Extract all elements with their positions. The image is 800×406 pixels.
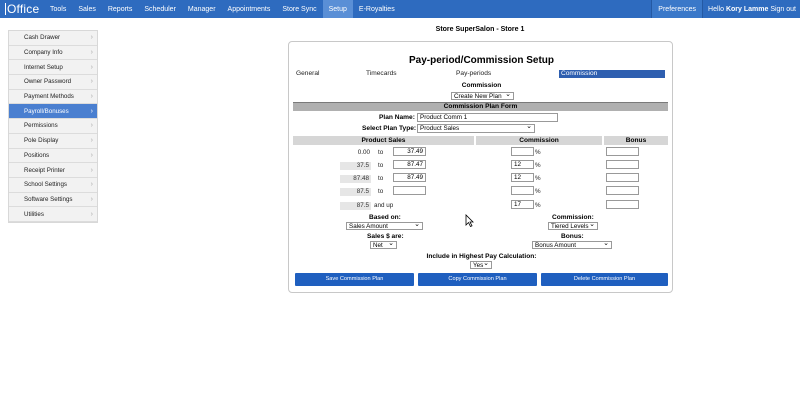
chevron-right-icon: ›	[90, 107, 93, 115]
tier-to-label: to	[378, 188, 384, 195]
tier-to-label: to	[378, 162, 384, 169]
sidebar-item-payment-methods[interactable]	[9, 90, 97, 105]
sidebar-item-label: Company Info	[24, 49, 63, 57]
sales-are-select[interactable]: Net ⌄	[370, 241, 397, 249]
app-logo[interactable]	[0, 0, 44, 18]
tier-to-input[interactable]	[393, 186, 426, 195]
sidebar-item-label: Receipt Printer	[24, 166, 65, 174]
sidebar-item-label: Pole Display	[24, 137, 59, 145]
sidebar-item-label: Positions	[24, 151, 50, 159]
chevron-right-icon: ›	[90, 122, 93, 130]
sidebar-item-payroll-bonuses[interactable]	[9, 104, 97, 119]
save-commission-plan-button[interactable]: Save Commission Plan	[295, 273, 414, 286]
tier-to-label: to	[378, 175, 384, 182]
highest-pay-select[interactable]: Yes ⌄	[470, 261, 492, 269]
plan-select[interactable]: Create New Plan ⌄	[451, 92, 514, 100]
tier-to-input[interactable]: 87.49	[393, 173, 426, 182]
mouse-cursor-icon	[465, 214, 474, 229]
sidebar-item-utilities[interactable]	[9, 207, 97, 222]
tier-bonus-input[interactable]	[606, 200, 639, 209]
tier-from: 87.48	[340, 175, 371, 183]
commission-type-label: Commission:	[552, 214, 594, 221]
store-title: Store SuperSalon - Store 1	[435, 26, 525, 33]
sidebar-item-label: Utilities	[24, 210, 44, 218]
nav-appointments[interactable]: Appointments	[227, 5, 271, 13]
tier-pct: %	[535, 202, 541, 209]
tier-commission-input[interactable]: 12	[511, 173, 534, 182]
tier-bonus-input[interactable]	[606, 173, 639, 182]
tier-bonus-input[interactable]	[606, 186, 639, 195]
chevron-right-icon: ›	[90, 78, 93, 86]
sidebar-item-label: Software Settings	[24, 195, 73, 203]
app-logo-text: Office	[7, 2, 40, 16]
hello-prefix: Hello	[708, 5, 724, 13]
commission-section-label: Commission	[461, 82, 502, 89]
tier-bonus-input[interactable]	[606, 147, 639, 156]
chevron-right-icon: ›	[90, 151, 93, 159]
header-commission: Commission	[476, 136, 602, 145]
nav-spacer	[401, 0, 652, 18]
nav-sales[interactable]: Sales	[78, 5, 96, 13]
chevron-right-icon: ›	[90, 93, 93, 101]
tier-pct: %	[535, 188, 541, 195]
based-on-select[interactable]: Sales Amount ⌄	[346, 222, 423, 230]
tier-to-input[interactable]: 37.49	[393, 147, 426, 156]
nav-right	[651, 0, 800, 18]
tier-pct: %	[535, 175, 541, 182]
chevron-right-icon: ›	[90, 63, 93, 71]
tier-from: 87.5	[340, 202, 371, 210]
panel-title: Pay-period/Commission Setup	[408, 55, 555, 66]
tier-commission-input[interactable]: 12	[511, 160, 534, 169]
tab-timecards[interactable]: Timecards	[366, 70, 397, 77]
tab-commission[interactable]: Commission	[559, 70, 665, 78]
tier-from: 87.5	[340, 188, 371, 196]
tier-to-input[interactable]: 87.47	[393, 160, 426, 169]
nav-reports[interactable]: Reports	[107, 5, 133, 13]
header-product-sales: Product Sales	[293, 136, 474, 145]
sidebar-item-software-settings[interactable]	[9, 193, 97, 208]
tab-pay-periods[interactable]: Pay-periods	[456, 70, 492, 77]
sidebar-item-label: School Settings	[24, 181, 67, 189]
tier-commission-input[interactable]	[511, 147, 534, 156]
highest-pay-label: Include in Highest Pay Calculation:	[426, 253, 537, 260]
plan-type-select[interactable]: Product Sales ⌄	[417, 124, 535, 133]
tab-general[interactable]: General	[296, 70, 320, 77]
commission-setup-panel	[288, 41, 673, 293]
nav-manager[interactable]: Manager	[187, 5, 216, 13]
plan-type-label: Select Plan Type:	[362, 125, 417, 132]
user-name: Kory Lamme	[725, 5, 769, 13]
sign-out-link[interactable]: Sign out	[770, 5, 796, 13]
tier-pct: %	[535, 149, 541, 156]
sidebar-item-label: Cash Drawer	[24, 34, 61, 42]
sidebar-item-receipt-printer[interactable]	[9, 163, 97, 178]
copy-commission-plan-button[interactable]: Copy Commission Plan	[418, 273, 537, 286]
sales-are-label: Sales $ are:	[367, 233, 404, 240]
chevron-right-icon: ›	[90, 210, 93, 218]
based-on-label: Based on:	[369, 214, 401, 221]
plan-name-label: Plan Name:	[379, 114, 415, 121]
nav-scheduler[interactable]: Scheduler	[144, 5, 176, 13]
sidebar-item-permissions[interactable]	[9, 119, 97, 134]
nav-setup[interactable]: Setup	[323, 0, 353, 18]
delete-commission-plan-button[interactable]: Delete Commission Plan	[541, 273, 668, 286]
nav-tools[interactable]: Tools	[50, 5, 67, 13]
tier-to-label: to	[378, 149, 384, 156]
sidebar-item-label: Permissions	[24, 122, 58, 130]
bonus-type-select[interactable]: Bonus Amount ⌄	[532, 241, 612, 249]
chevron-right-icon: ›	[90, 137, 93, 145]
top-nav	[0, 0, 800, 18]
sidebar-item-internet-setup[interactable]	[9, 60, 97, 75]
header-bonus: Bonus	[604, 136, 668, 145]
chevron-right-icon: ›	[90, 166, 93, 174]
tier-commission-input[interactable]: 17	[511, 200, 534, 209]
tier-bonus-input[interactable]	[606, 160, 639, 169]
chevron-right-icon: ›	[90, 181, 93, 189]
user-greeting	[703, 6, 800, 13]
bonus-type-label: Bonus:	[561, 233, 584, 240]
tier-from: 37.5	[340, 162, 371, 170]
sidebar-item-positions[interactable]	[9, 149, 97, 164]
sidebar-item-label: Payroll/Bonuses	[24, 107, 69, 115]
sidebar-item-label: Internet Setup	[24, 63, 63, 71]
preferences-link[interactable]: Preferences	[651, 0, 703, 18]
tier-from: 0.00	[357, 149, 370, 156]
sidebar	[8, 30, 98, 223]
sidebar-item-school-settings[interactable]	[9, 178, 97, 193]
sidebar-item-label: Payment Methods	[24, 93, 74, 101]
tier-to-label: and up	[374, 202, 394, 209]
commission-type-select[interactable]: Tiered Levels ⌄	[548, 222, 598, 230]
tier-pct: %	[535, 162, 541, 169]
sidebar-item-cash-drawer[interactable]	[9, 31, 97, 46]
sidebar-item-owner-password[interactable]	[9, 75, 97, 90]
sidebar-item-company-info[interactable]	[9, 46, 97, 61]
tier-commission-input[interactable]	[511, 186, 534, 195]
chevron-right-icon: ›	[90, 195, 93, 203]
sidebar-item-label: Owner Password	[24, 78, 72, 86]
chevron-right-icon: ›	[90, 34, 93, 42]
nav-e-royalties[interactable]: E-Royalties	[358, 5, 395, 13]
plan-name-input[interactable]: Product Comm 1	[417, 113, 558, 122]
nav-store-sync[interactable]: Store Sync	[282, 5, 317, 13]
sidebar-item-pole-display[interactable]	[9, 134, 97, 149]
form-header: Commission Plan Form	[293, 102, 668, 111]
chevron-right-icon: ›	[90, 49, 93, 57]
